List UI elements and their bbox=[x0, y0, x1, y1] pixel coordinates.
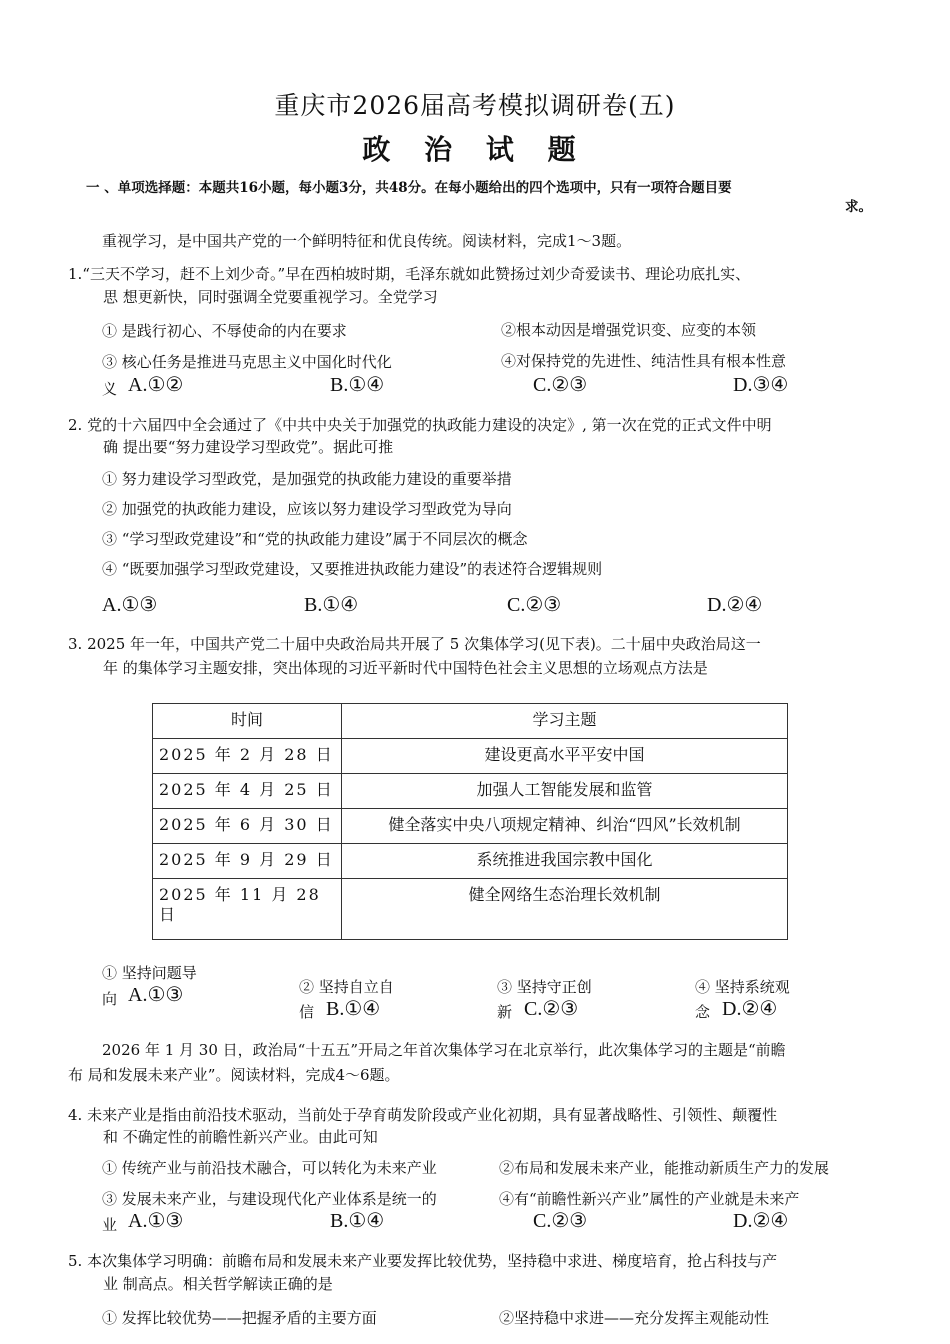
q2-option-2: ② 加强党的执政能力建设，应该以努力建设学习型政党为导向 bbox=[102, 500, 512, 518]
section-heading-cont: 求。 bbox=[845, 199, 872, 215]
table-cell-topic: 健全网络生态治理长效机制 bbox=[342, 879, 788, 940]
q2-stem-line2: 确 提出要“努力建设学习型政党”。据此可推 bbox=[103, 438, 394, 456]
table-header-time: 时间 bbox=[153, 704, 342, 739]
q4-option-4-cont: 业 bbox=[102, 1216, 118, 1234]
q1-stem-line1: 1.“三天不学习，赶不上刘少奇。”早在西柏坡时期，毛泽东就如此赞扬过刘少奇爱读书、理论功底扎实、 bbox=[68, 265, 751, 283]
table-cell-date: 2025 年 9 月 29 日 bbox=[153, 844, 342, 879]
q3-option-3-cont: 新 bbox=[497, 1003, 513, 1021]
q3-stem-line1: 3. 2025 年一年，中国共产党二十届中央政治局共开展了 5 次集体学习(见下表)。二十届中央政治局这一 bbox=[68, 635, 761, 653]
table-row bbox=[153, 739, 788, 774]
q5-option-1: ① 发挥比较优势——把握矛盾的主要方面 bbox=[102, 1309, 377, 1327]
q3-option-4: ④ 坚持系统观 bbox=[695, 978, 790, 996]
table-row bbox=[153, 879, 788, 940]
q4-stem-line2: 和 不确定性的前瞻性新兴产业。由此可知 bbox=[103, 1128, 378, 1146]
q4-choice-a: A.①③ bbox=[128, 1210, 184, 1232]
q3-option-1: ① 坚持问题导 bbox=[102, 964, 197, 982]
q3-stem-line2: 年 的集体学习主题安排，突出体现的习近平新时代中国特色社会主义思想的立场观点方法是 bbox=[103, 659, 708, 677]
exam-title: 重庆市2026届高考模拟调研卷(五) bbox=[274, 91, 676, 120]
q4-choice-b: B.①④ bbox=[330, 1210, 385, 1232]
table-row bbox=[153, 809, 788, 844]
intro-1: 重视学习，是中国共产党的一个鲜明特征和优良传统。阅读材料，完成1～3题。 bbox=[102, 232, 632, 250]
table-header-topic: 学习主题 bbox=[342, 704, 788, 739]
q4-option-3: ③ 发展未来产业，与建设现代化产业体系是统一的 bbox=[102, 1190, 437, 1208]
q1-choice-c: C.②③ bbox=[533, 374, 588, 396]
q3-choice-c: C.②③ bbox=[524, 998, 579, 1020]
q1-option-2: ②根本动因是增强党识变、应变的本领 bbox=[501, 321, 757, 339]
q4-choice-c: C.②③ bbox=[533, 1210, 588, 1232]
q2-option-3: ③ “学习型政党建设”和“党的执政能力建设”属于不同层次的概念 bbox=[102, 530, 528, 548]
q2-stem-line1: 2. 党的十六届四中全会通过了《中共中央关于加强党的执政能力建设的决定》, 第一次在党的正式文件中明 bbox=[68, 416, 772, 434]
q2-choice-d: D.②④ bbox=[707, 594, 763, 616]
q1-option-1: ① 是践行初心、不辱使命的内在要求 bbox=[102, 322, 347, 340]
q4-stem-line1: 4. 未来产业是指由前沿技术驱动，当前处于孕育萌发阶段或产业化初期，具有显著战略性、引领性、颠覆性 bbox=[68, 1106, 778, 1124]
table-header-row bbox=[153, 704, 788, 739]
q3-choice-d: D.②④ bbox=[722, 998, 778, 1020]
q1-choice-a: A.①② bbox=[128, 374, 184, 396]
q1-option-4-cont: 义 bbox=[102, 380, 118, 398]
table-cell-topic: 系统推进我国宗教中国化 bbox=[342, 844, 788, 879]
subject-title: 政 治 试 题 bbox=[362, 133, 588, 166]
study-topics-table bbox=[152, 703, 788, 940]
q5-stem-line2: 业 制高点。相关哲学解读正确的是 bbox=[103, 1275, 333, 1293]
q4-choice-d: D.②④ bbox=[733, 1210, 789, 1232]
intro-2-line1: 2026 年 1 月 30 日，政治局“十五五”开局之年首次集体学习在北京举行，此次集体学习的主题是“前瞻 bbox=[102, 1041, 786, 1059]
q3-choice-b: B.①④ bbox=[326, 998, 381, 1020]
q1-stem-line2: 思 想更新快，同时强调全党要重视学习。全党学习 bbox=[103, 288, 438, 306]
intro-2-line2: 布 局和发展未来产业”。阅读材料，完成4～6题。 bbox=[68, 1066, 400, 1084]
q5-option-2: ②坚持稳中求进——充分发挥主观能动性 bbox=[499, 1309, 770, 1327]
table-row bbox=[153, 844, 788, 879]
q1-choice-b: B.①④ bbox=[330, 374, 385, 396]
q3-option-3: ③ 坚持守正创 bbox=[497, 978, 592, 996]
q1-option-4: ④对保持党的先进性、纯洁性具有根本性意 bbox=[501, 352, 787, 370]
q2-choice-c: C.②③ bbox=[507, 594, 562, 616]
q1-option-3: ③ 核心任务是推进马克思主义中国化时代化 bbox=[102, 353, 392, 371]
q3-option-2-cont: 信 bbox=[299, 1003, 315, 1021]
q3-option-4-cont: 念 bbox=[695, 1003, 711, 1021]
q3-option-2: ② 坚持自立自 bbox=[299, 978, 394, 996]
q4-option-2: ②布局和发展未来产业，能推动新质生产力的发展 bbox=[499, 1159, 830, 1177]
q4-option-1: ① 传统产业与前沿技术融合，可以转化为未来产业 bbox=[102, 1159, 437, 1177]
q2-choice-a: A.①③ bbox=[102, 594, 158, 616]
q4-option-4: ④有“前瞻性新兴产业”属性的产业就是未来产 bbox=[499, 1190, 800, 1208]
q3-choice-a: A.①③ bbox=[128, 984, 184, 1006]
q1-choice-d: D.③④ bbox=[733, 374, 789, 396]
q3-option-1-cont: 向 bbox=[102, 990, 118, 1008]
table-cell-date: 2025 年 2 月 28 日 bbox=[153, 739, 342, 774]
q5-stem-line1: 5. 本次集体学习明确：前瞻布局和发展未来产业要发挥比较优势，坚持稳中求进、梯度培育，抢占科技与产 bbox=[68, 1252, 778, 1270]
table-cell-date: 2025 年 4 月 25 日 bbox=[153, 774, 342, 809]
table-cell-topic: 建设更高水平平安中国 bbox=[342, 739, 788, 774]
q2-option-4: ④ “既要加强学习型政党建设，又要推进执政能力建设”的表述符合逻辑规则 bbox=[102, 560, 603, 578]
table-cell-topic: 加强人工智能发展和监管 bbox=[342, 774, 788, 809]
table-cell-date: 2025 年 11 月 28 日 bbox=[153, 879, 342, 940]
section-heading: 一 、单项选择题：本题共16小题，每小题3分，共48分。在每小题给出的四个选项中，只有一项符合题目要 bbox=[86, 180, 732, 196]
table-cell-date: 2025 年 6 月 30 日 bbox=[153, 809, 342, 844]
table-row bbox=[153, 774, 788, 809]
table-cell-topic: 健全落实中央八项规定精神、纠治“四风”长效机制 bbox=[342, 809, 788, 844]
q2-choice-b: B.①④ bbox=[304, 594, 359, 616]
q2-option-1: ① 努力建设学习型政党，是加强党的执政能力建设的重要举措 bbox=[102, 470, 512, 488]
